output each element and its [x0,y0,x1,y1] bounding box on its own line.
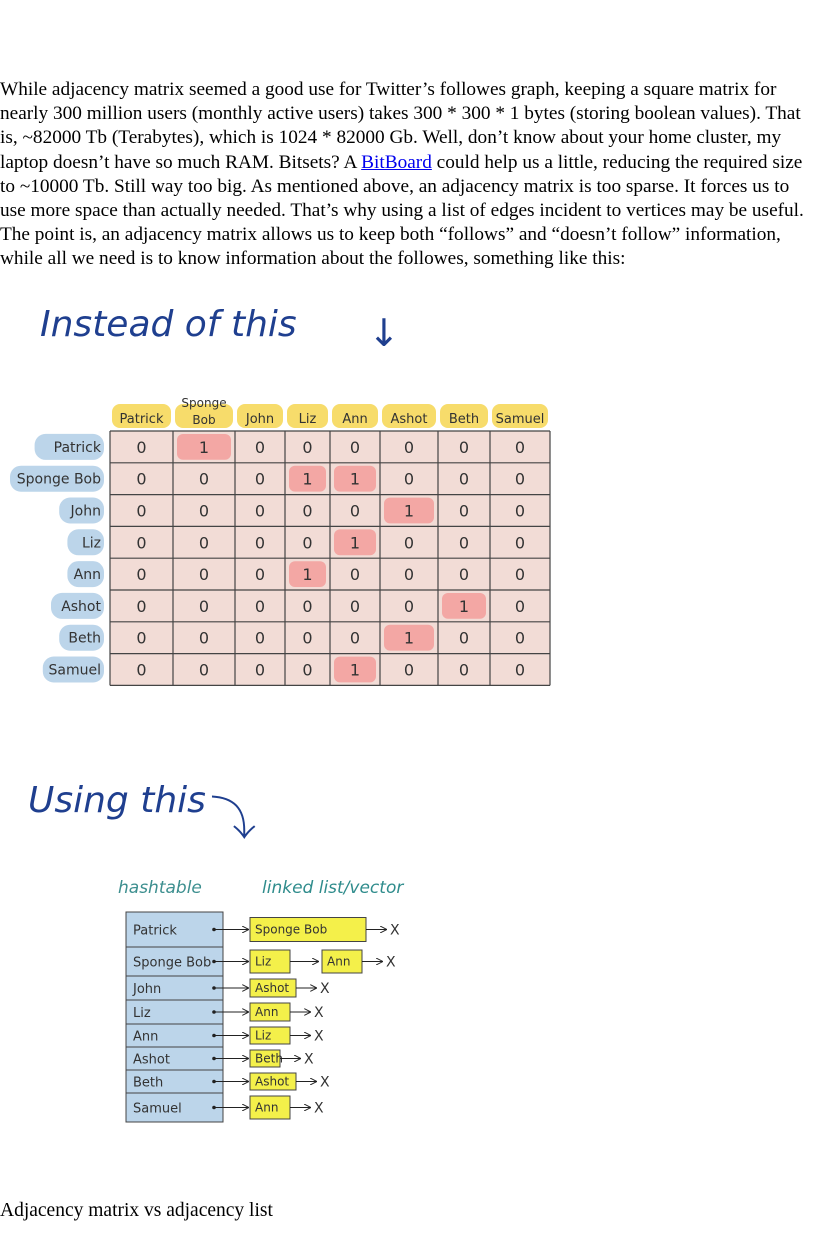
matrix-cell: 1 [349,533,361,553]
col-header-sponge-line1: Sponge [181,396,227,410]
col-header-patrick: Patrick [119,412,164,427]
col-header-john: John [245,412,275,427]
matrix-cell: 0 [136,628,147,648]
matrix-cell: 0 [458,533,470,553]
matrix-cell: 0 [349,501,361,521]
null-terminator-icon: X [390,922,400,939]
matrix-cell: 0 [254,628,266,648]
row-header-patrick: Patrick [53,439,101,456]
list-node-label-liz: Liz [255,1028,272,1043]
col-header-ashot: Ashot [390,412,428,427]
heading-using-this: Using this [28,780,206,821]
list-node-label-sponge-bob: Sponge Bob [255,922,328,937]
matrix-cell: 0 [198,533,210,553]
article-paragraph [0,78,816,272]
matrix-cell: 0 [254,660,266,680]
col-header-liz: Liz [298,412,317,427]
matrix-cell: 0 [458,565,470,585]
list-node-label-ann: Ann [255,1100,279,1115]
matrix-cell: 1 [349,660,361,680]
matrix-cell: 0 [136,660,147,680]
matrix-cell: 0 [302,596,313,616]
paragraph-text-1: While adjacency matrix seemed a good use for Twitter’s followes graph, keeping a square matrix for nearly 300 million users (monthly active users) takes 300 * 300 * 1 bytes (storing boolean values). That is, ~82000 Tb (Terabytes), which is 1024 * 82000 Gb. Well, don’t know about your home cluster, my laptop doesn’t have so much RAM. Bitsets? A [0,79,801,173]
matrix-cell: 0 [136,501,147,521]
matrix-cell: 0 [403,565,415,585]
matrix-cell: 0 [136,533,147,553]
matrix-cell: 0 [136,596,147,616]
list-node-label-ashot: Ashot [255,1074,290,1089]
matrix-cell: 0 [198,660,210,680]
null-terminator-icon: X [314,1005,324,1021]
hashtable-label: hashtable [118,878,202,898]
matrix-cell: 1 [302,565,313,585]
list-node-label-liz: Liz [255,954,272,969]
list-node-label-beth: Beth [255,1051,283,1066]
hashtable-key-john: John [133,982,162,997]
matrix-cell: 0 [302,628,313,648]
matrix-cell: 0 [302,533,313,553]
matrix-cell: 0 [254,469,266,489]
matrix-cell: 0 [349,437,361,457]
null-terminator-icon: X [386,954,396,971]
matrix-cell: 0 [514,469,526,489]
hashtable-key-ashot: Ashot [133,1052,170,1068]
adjacency-list [126,912,400,1122]
matrix-cell: 0 [514,596,526,616]
row-header-ann: Ann [73,567,101,584]
hashtable-key-patrick: Patrick [133,923,177,939]
matrix-cell: 0 [136,437,147,457]
figure-caption: Adjacency matrix vs adjacency list [0,1200,273,1221]
null-terminator-icon: X [314,1100,324,1117]
matrix-cell: 1 [403,501,415,521]
matrix-cell: 0 [458,469,470,489]
matrix-cell: 0 [403,596,415,616]
matrix-cell: 0 [198,501,210,521]
hashtable-key-samuel: Samuel [133,1101,182,1117]
null-terminator-icon: X [314,1028,324,1045]
matrix-cell: 0 [302,437,313,457]
matrix-cell: 0 [458,437,470,457]
bitboard-link[interactable]: BitBoard [361,151,432,173]
matrix-cell: 0 [458,628,470,648]
matrix-cell: 1 [198,437,210,457]
col-header-samuel: Samuel [495,412,545,427]
matrix-cell: 0 [403,437,415,457]
matrix-cell: 0 [458,660,470,680]
matrix-cell: 0 [349,565,361,585]
matrix-cell: 0 [302,660,313,680]
matrix-cell: 1 [458,596,470,616]
hashtable-key-ann: Ann [133,1029,159,1045]
matrix-cell: 0 [254,533,266,553]
matrix-cell: 0 [458,501,470,521]
hashtable-key-liz: Liz [133,1006,151,1021]
list-node-label-ashot: Ashot [255,981,290,995]
matrix-cell: 0 [302,501,313,521]
matrix-cell: 0 [514,628,526,648]
hashtable-key-sponge-bob: Sponge Bob [133,955,212,971]
matrix-cell: 0 [403,469,415,489]
row-header-ashot: Ashot [61,598,101,615]
matrix-cell: 1 [302,469,313,489]
matrix-cell: 0 [514,437,526,457]
matrix-cell: 0 [198,628,210,648]
arrow-down-icon: ↓ [368,311,400,355]
curved-arrow-icon: ⤵ [210,792,256,846]
adjacency-figure [0,290,816,1190]
row-header-samuel: Samuel [48,662,101,679]
adjacency-matrix [10,396,550,685]
row-header-beth: Beth [68,630,101,647]
matrix-cell: 0 [254,596,266,616]
col-header-beth: Beth [448,412,480,427]
matrix-cell: 0 [514,533,526,553]
row-header-john: John [70,503,101,520]
matrix-cell: 0 [136,469,147,489]
row-header-liz: Liz [81,535,101,552]
matrix-cell: 0 [198,469,210,489]
matrix-cell: 0 [403,660,415,680]
matrix-cell: 0 [349,628,361,648]
null-terminator-icon: X [320,1074,330,1091]
matrix-cell: 0 [514,660,526,680]
null-terminator-icon: X [304,1051,314,1068]
matrix-cell: 0 [254,501,266,521]
matrix-cell: 1 [349,469,361,489]
null-terminator-icon: X [320,981,330,997]
list-node-label-ann: Ann [255,1005,279,1019]
matrix-cell: 0 [349,596,361,616]
matrix-cell: 0 [198,596,210,616]
hashtable-key-beth: Beth [133,1075,164,1091]
linked-list-label: linked list/vector [262,878,404,898]
paragraph-text-2: could help us a little, reducing the required size to ~10000 Tb. Still way too big. As mentioned above, an adjacency matrix is too sparse. It forces us to use more space than actually needed. That’s why using a list of edges incident to vertices may be useful. The point is, an adjacency matrix allows us to keep both “follows” and “doesn’t follow” information, while all we need is to know information about the followes, something like this: [0,151,804,270]
heading-instead-of-this: Instead of this [40,304,297,345]
col-header-ann: Ann [342,412,368,427]
matrix-cell: 0 [514,501,526,521]
matrix-cell: 0 [514,565,526,585]
row-header-sponge-bob: Sponge Bob [16,471,101,488]
list-node-label-ann: Ann [327,954,351,969]
col-header-sponge-line2: Bob [192,413,216,427]
matrix-cell: 0 [136,565,147,585]
matrix-cell: 1 [403,628,415,648]
matrix-cell: 0 [403,533,415,553]
matrix-cell: 0 [254,437,266,457]
matrix-cell: 0 [254,565,266,585]
matrix-cell: 0 [198,565,210,585]
